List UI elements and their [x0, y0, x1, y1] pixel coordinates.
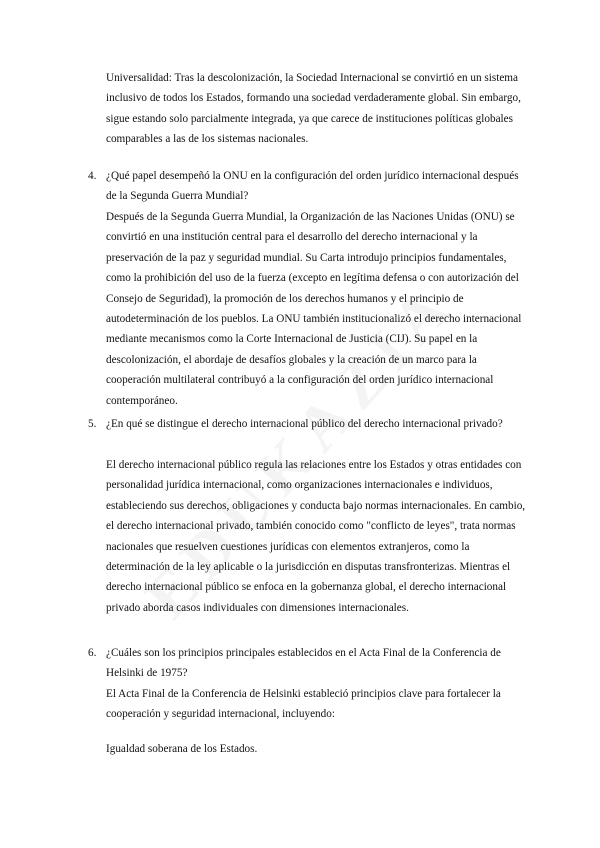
item-4-question: ¿Qué papel desempeñó la ONU en la configuración del orden jurídico internacional después de la Segunda Guerra Mundial? [106, 170, 519, 203]
intro-paragraph: Universalidad: Tras la descolonización, la Sociedad Internacional se convirtió en un sistema inclusivo de todos los Estados, formando una sociedad verdaderamente global. Sin embargo, sigue estando solo parcialmente integrada, ya que carece de instituciones políticas globales comparables a las de los sistemas nacionales. [106, 72, 521, 146]
list-item: Igualdad soberana de los Estados. [106, 743, 258, 755]
item-4-number: 4. [88, 170, 97, 182]
item-5-number: 5. [88, 418, 97, 430]
item-6-question: ¿Cuáles son los principios principales establecidos en el Acta Final de la Conferencia de Helsinki de 1975? [106, 647, 501, 680]
item-5-question: ¿En qué se distingue el derecho internacional público del derecho internacional privado? [106, 418, 503, 430]
item-5-answer: El derecho internacional público regula las relaciones entre los Estados y otras entidades con personalidad jurídica internacional, como organizaciones internacionales e individuos, estableciendo sus derechos, obligaciones y conducta bajo normas internacionales. En cambio, el derecho internacional privado, también conocido como "conflicto de leyes", trata normas nacionales que resuelven cuestiones jurídicas con elementos extranjeros, como la determinación de la ley aplicable o la jurisdicción en disputas transfronterizas. Mientras el derecho internacional público se enfoca en la gobernanza global, el derecho internacional privado aborda casos individuales con dimensiones internacionales. [106, 459, 526, 614]
item-6-answer: El Acta Final de la Conferencia de Helsinki estableció principios clave para fortalecer la cooperación y seguridad internacional, incluyendo: [106, 688, 501, 721]
item-6-number: 6. [88, 647, 97, 659]
item-4-answer: Después de la Segunda Guerra Mundial, la Organización de las Naciones Unidas (ONU) se convirtió en una institución central para el desarrollo del derecho internacional y la preservación de la paz y seguridad mundial. Su Carta introdujo principios fundamentales, como la prohibición del uso de la fuerza (excepto en legítima defensa o con autorización del Consejo de Seguridad), la promoción de los derechos humanos y el principio de autodeterminación de los pueblos. La ONU también institucionalizó el derecho internacional mediante mecanismos como la Corte Internacional de Justicia (CIJ). Su papel en la descolonización, el abordaje de desafíos globales y la creación de un marco para la cooperación multilateral contribuyó a la configuración del orden jurídico internacional contemporáneo. [106, 211, 522, 407]
